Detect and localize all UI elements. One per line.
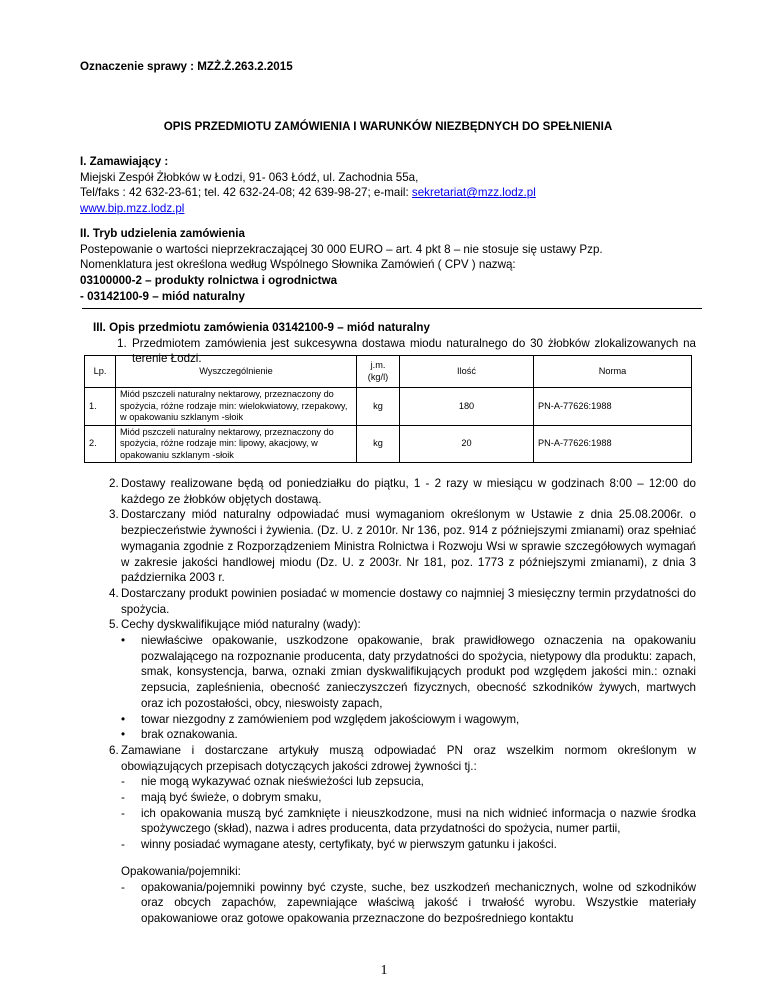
numbered-list [80,476,696,853]
divider [82,308,702,309]
section-subject-heading: III. Opis przedmiotu zamówienia 03142100-9 – miód naturalny [93,321,430,334]
requirement-item: - nie mogą wykazywać oznak nieświeżości lub zepsucia, [121,775,424,789]
website-link[interactable]: www.bip.mzz.lodz.pl [80,202,185,216]
list-item: 4. Dostarczany produkt powinien posiadać w momencie dostawy co najmniej 3 miesięczny termin przydatności do spożycia. [109,586,696,616]
page-number: 1 [380,963,388,978]
list-item: 3. Dostarczany miód naturalny odpowiadać musi wymaganiom określonym w Ustawie z dnia 25.08.2006r. o bezpieczeństwie żywności i żywienia. (Dz. U. z 2010r. Nr 136, poz. 914 z późniejszymi zmianami) oraz spełniać wymagania zgodnie z Rozporządzeniem Ministra Rolnictwa i Rozwoju Wsi w sprawie szczegółowych wymagań w zakresie jakości handlowej miodu (Dz. U. z 2003r. Nr 181, poz. 1773 z późniejszymi zmianami), z dnia 3 października 2003 r. [109,508,696,585]
list-item: 6. Zamawiane i dostarczane artykuły muszą odpowiadać PN oraz wszelkim normom określonym w obowiązujących przepisach dotyczących jakości zdrowej żywności tj.: [109,743,696,773]
document-title: OPIS PRZEDMIOTU ZAMÓWIENIA I WARUNKÓW NIEZBĘDNYCH DO SPEŁNIENIA [163,120,613,133]
section-orderer [80,154,696,217]
list-item: 2. Dostawy realizowane będą od poniedziałku do piątku, 1 - 2 razy w miesiącu w godzinach 8:00 – 12:00 do każdego ze żłobków objętych dostawą. [109,477,696,506]
packaging-item: - opakowania/pojemniki powinny być czyste, suche, bez uszkodzeń mechanicznych, wolne od szkodników oraz obcych zapachów, zapewniające właściwą jakość i trwałość wyrobu. Wszystkie materiały opakowaniowe oraz gotowe opakowania przeznaczone do bezpośredniego kontaktu [121,880,696,926]
contact-text: Tel/faks : 42 632-23-61; tel. 42 632-24-08; 42 639-98-27; e-mail: [80,186,412,200]
col-header: Wyszczególnienie [116,356,357,388]
col-header: j.m. (kg/l) [357,356,400,388]
section-procedure [80,226,696,305]
table-row: 1. Miód pszczeli naturalny nektarowy, przeznaczony do spożycia, różne rodzaje min: wielokwiatowy, rzepakowy, w opakowaniu szklanym -słoik kg 180 PN-A-77626:1988 [85,388,692,426]
packaging-heading: Opakowania/pojemniki: [121,865,241,878]
orderer-address: Miejski Zespół Żłobków w Łodzi, 91- 063 Łódź, ul. Zachodnia 55a, [80,170,419,184]
case-reference: Oznaczenie sprawy : MZŻ.Ż.263.2.2015 [80,60,293,73]
table-header-row [85,356,692,388]
procedure-line: Postepowanie o wartości nieprzekraczającej 30 000 EURO – art. 4 pkt 8 – nie stosuje się ustawy Pzp. [80,242,603,256]
col-header: Norma [534,356,692,388]
requirement-item: - ich opakowania muszą być zamknięte i nieuszkodzone, musi na nich widnieć informacja o nazwie środka spożywczego (skład), nazwa i adres producenta, data przydatności do spożycia, numer partii, [121,806,696,836]
product-table [84,355,692,463]
defect-item: • brak oznakowania. [121,728,238,742]
col-header: Lp. [85,356,116,388]
section-procedure-heading: II. Tryb udzielenia zamówienia [80,227,245,240]
col-header: Ilość [400,356,534,388]
cpv-intro: Nomenklatura jest określona według Wspólnego Słownika Zamówień ( CPV ) nazwą: [80,258,516,272]
defect-item: • towar niezgodny z zamówieniem pod względem jakościowym i wagowym, [121,712,520,726]
cpv-code-1: 03100000-2 – produkty rolnictwa i ogrodnictwa [80,274,338,288]
list-item: 5. Cechy dyskwalifikujące miód naturalny (wady): [109,618,361,632]
section-orderer-heading: I. Zamawiający : [80,155,169,168]
orderer-contact [80,185,696,201]
list-item: 1. Przedmiotem zamówienia jest sukcesywna dostawa miodu naturalnego do 30 żłobków zlokalizowanych na terenie Łodzi. [117,336,696,366]
cpv-code-2: - 03142100-9 – miód naturalny [80,289,245,303]
defect-item: • niewłaściwe opakowanie, uszkodzone opakowanie, brak prawidłowego oznaczenia na opakowaniu pozwalającego na rozpoznanie producenta, daty przydatności do spożycia, nietypowy dla produktu: zapach, smak, konsystencja, barwa, oznaki zmian dyskwalifikujących produkt pod względem jakości min.: oznaki zepsucia, zapleśnienia, obecność zanieczyszczeń fizycznych, obecność szkodników żywych, martwych oraz ich pozostałości, obcy, nieswoisty zapach, [121,634,696,710]
email-link[interactable]: sekretariat@mzz.lodz.pl [411,186,536,200]
requirement-item: - winny posiadać wymagane atesty, certyfikaty, być w pierwszym gatunku i jakości. [121,838,557,852]
table-row: 2. Miód pszczeli naturalny nektarowy, przeznaczony do spożycia, różne rodzaje min: lipowy, akacjowy, w opakowaniu szklanym -słoik kg 20 PN-A-77626:1988 [85,425,692,463]
packaging-section [80,864,696,927]
requirement-item: - mają być świeże, o dobrym smaku, [121,791,322,805]
